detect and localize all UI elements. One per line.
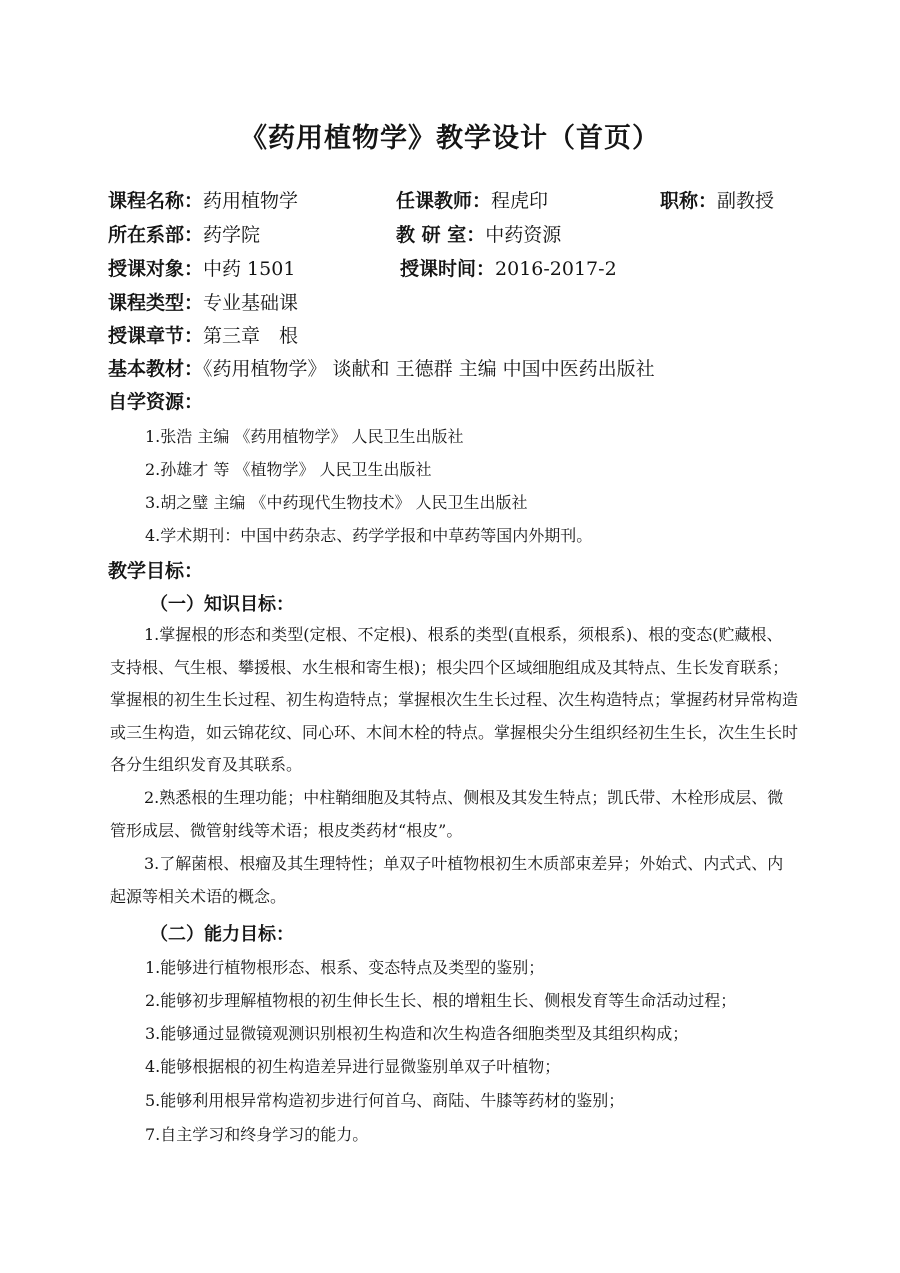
list-item: 5.能够利用根异常构造初步进行何首乌、商陆、牛膝等药材的鉴别；: [145, 1091, 625, 1110]
page-title: 《药用植物学》教学设计（首页）: [240, 123, 660, 154]
textbook-label: 基本教材：: [108, 358, 204, 380]
textbook-value: 《药用植物学》 谈献和 王德群 主编 中国中医药出版社: [203, 358, 655, 380]
rank-field: [660, 186, 774, 213]
rank-value: 副教授: [717, 190, 775, 212]
list-item: 2.能够初步理解植物根的初生伸长生长、根的增粗生长、侧根发育等生命活动过程；: [145, 991, 737, 1010]
audience-value: 中药 1501: [203, 258, 296, 280]
department-field: [108, 220, 260, 247]
chapter-value: 第三章 根: [203, 325, 299, 347]
teacher-field: [396, 186, 548, 213]
list-item: 1.能够进行植物根形态、根系、变态特点及类型的鉴别；: [145, 958, 545, 977]
chapter-label: 授课章节：: [108, 325, 204, 347]
self-study-heading: 自学资源：: [108, 391, 204, 413]
list-item: 4.能够根据根的初生构造差异进行显微鉴别单双子叶植物；: [145, 1057, 561, 1076]
textbook-field: [108, 354, 655, 381]
list-item: 1.张浩 主编 《药用植物学》 人民卫生出版社: [145, 427, 464, 446]
course-name-field: [108, 186, 298, 213]
term-label: 授课时间：: [400, 258, 496, 280]
knowledge-goals-heading: （一）知识目标：: [150, 594, 294, 615]
chapter-field: [108, 321, 298, 348]
department-label: 所在系部：: [108, 224, 204, 246]
course-name-label: 课程名称：: [108, 190, 204, 212]
knowledge-goal-paragraph: 2.熟悉根的生理功能；中柱鞘细胞及其特点、侧根及其发生特点；凯氏带、木栓形成层、微管形成层、微管射线等术语；根皮类药材“根皮”。: [110, 788, 784, 840]
list-item: 3.能够通过显微镜观测识别根初生构造和次生构造各细胞类型及其组织构成；: [145, 1024, 689, 1043]
course-type-value: 专业基础课: [203, 292, 299, 314]
ability-goals-heading: （二）能力目标：: [150, 924, 294, 945]
list-item: 7.自主学习和终身学习的能力。: [145, 1125, 369, 1144]
list-item: 2.孙雄才 等 《植物学》 人民卫生出版社: [145, 460, 432, 479]
course-name-value: 药用植物学: [203, 190, 299, 212]
office-label: 教 研 室：: [396, 224, 486, 246]
office-field: [396, 220, 561, 247]
teaching-goals-heading: 教学目标：: [108, 560, 204, 582]
course-type-label: 课程类型：: [108, 292, 204, 314]
office-value: 中药资源: [485, 224, 562, 246]
knowledge-goal-paragraph: 3.了解菌根、根瘤及其生理特性；单双子叶植物根初生木质部束差异；外始式、内式式、内起源等相关术语的概念。: [110, 854, 784, 906]
term-value: 2016-2017-2: [495, 258, 617, 280]
audience-field: [108, 254, 295, 281]
course-type-field: [108, 288, 298, 315]
department-value: 药学院: [203, 224, 261, 246]
list-item: 4.学术期刊：中国中药杂志、药学学报和中草药等国内外期刊。: [145, 526, 593, 545]
term-field: [400, 254, 617, 281]
teacher-label: 任课教师：: [396, 190, 492, 212]
knowledge-goal-paragraph: 1.掌握根的形态和类型(定根、不定根)、根系的类型(直根系，须根系)、根的变态(贮藏根、支持根、气生根、攀援根、水生根和寄生根)；根尖四个区域细胞组成及其特点、生长发育联系；掌握根的初生生长过程、初生构造特点；掌握根次生生长过程、次生构造特点；掌握药材异常构造或三生构造，如云锦花纹、同心环、木间木栓的特点。掌握根尖分生组织经初生生长，次生生长时各分生组织发育及其联系。: [110, 625, 799, 774]
rank-label: 职称：: [660, 190, 718, 212]
list-item: 3.胡之璧 主编 《中药现代生物技术》 人民卫生出版社: [145, 493, 528, 512]
teacher-value: 程虎印: [491, 190, 549, 212]
audience-label: 授课对象：: [108, 258, 204, 280]
